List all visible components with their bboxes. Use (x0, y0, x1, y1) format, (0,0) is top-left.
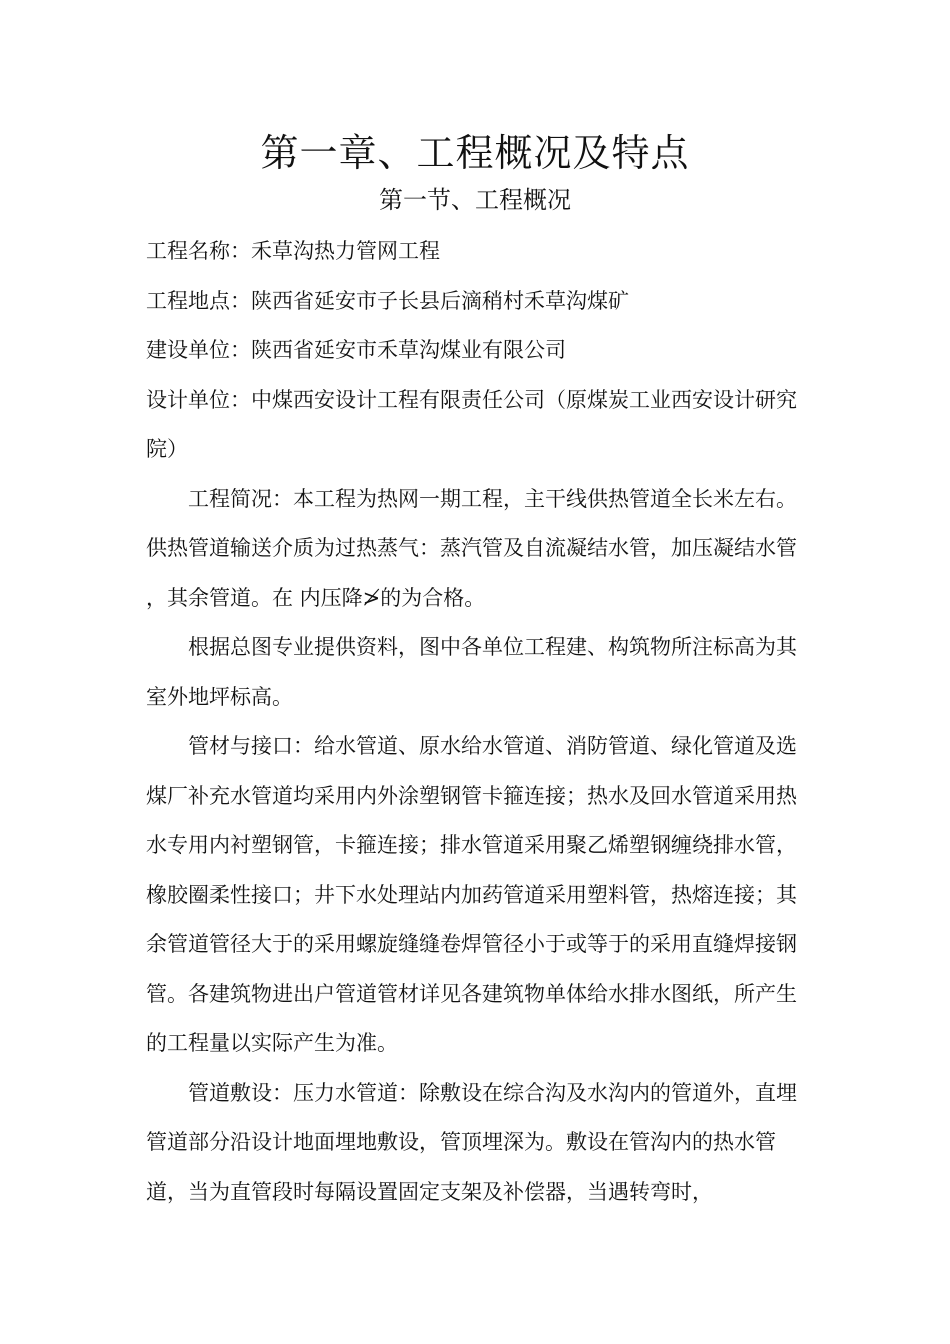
project-overview-paragraph: 工程简况：本工程为热网一期工程，主干线供热管道全长米左右。供热管道输送介质为过热蒸气：蒸汽管及自流凝结水管，加压凝结水管 ，其余管道。在 内压降≯的为合格。 (146, 486, 797, 610)
elevation-note-paragraph: 根据总图专业提供资料，图中各单位工程建、构筑物所注标高为其室外地坪标高。 (146, 635, 797, 709)
project-name-line: 工程名称：禾草沟热力管网工程 (146, 239, 440, 263)
design-unit-line: 设计单位：中煤西安设计工程有限责任公司（原煤炭工业西安设计研究院） (146, 387, 797, 461)
section-title: 第一节、工程概况 (379, 186, 571, 214)
chapter-title: 第一章、工程概况及特点 (260, 131, 690, 175)
document-body (146, 227, 806, 1217)
pipe-materials-paragraph: 管材与接口：给水管道、原水给水管道、消防管道、绿化管道及选煤厂补充水管道均采用内外涂塑钢管卡箍连接；热水及回水管道采用热水专用内衬塑钢管，卡箍连接；排水管道采用聚乙烯塑钢缠绕排水管，橡胶圈柔性接口；井下水处理站内加药管道采用塑料管，热熔连接；其余管道管径大于的采用螺旋缝缝卷焊管径小于或等于的采用直缝焊接钢管。各建筑物进出户管道管材详见各建筑物单体给水排水图纸，所产生的工程量以实际产生为准。 (146, 734, 797, 1055)
pipe-laying-paragraph: 管道敷设：压力水管道：除敷设在综合沟及水沟内的管道外，直埋管道部分沿设计地面埋地敷设，管顶埋深为。敷设在管沟内的热水管道，当为直管段时每隔设置固定支架及补偿器，当遇转弯时， (146, 1080, 797, 1204)
construction-unit-line: 建设单位：陕西省延安市禾草沟煤业有限公司 (146, 338, 566, 362)
project-location-line: 工程地点：陕西省延安市子长县后滴稍村禾草沟煤矿 (146, 288, 629, 313)
